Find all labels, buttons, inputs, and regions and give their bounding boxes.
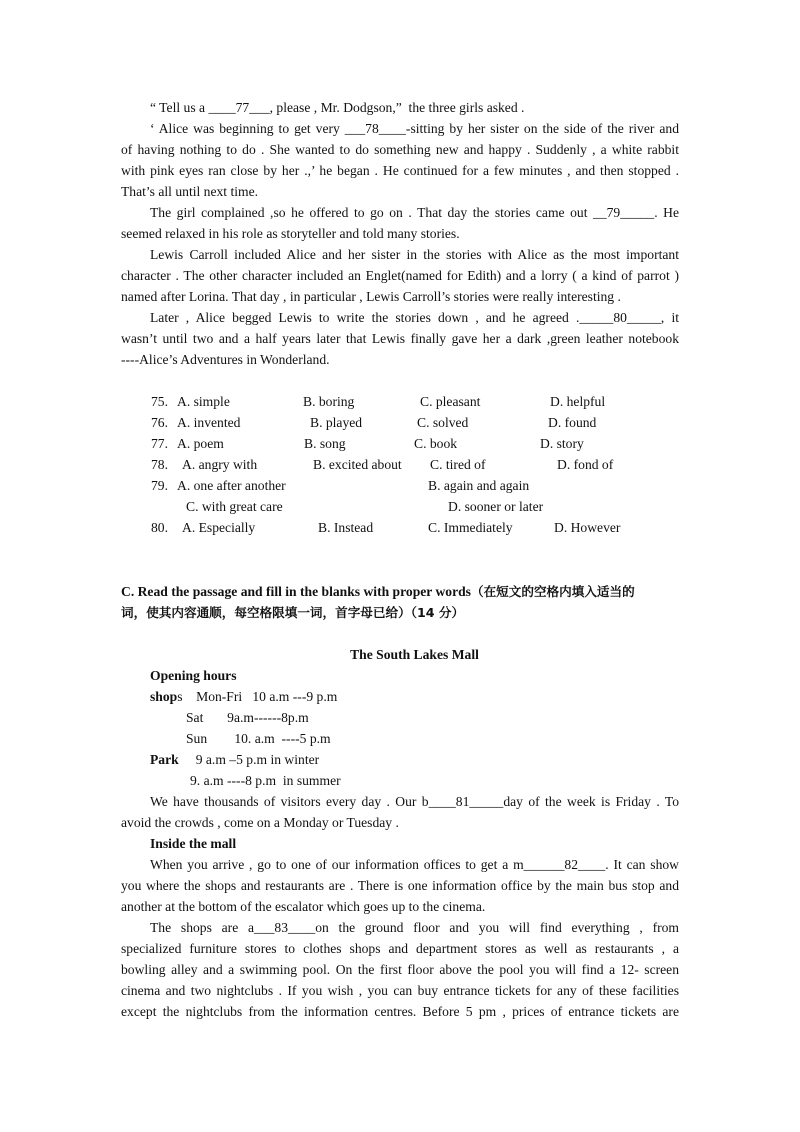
section-heading-cn-line2: 词，使其内容通顺，每空格限填一词，首字母已给）（14 分）: [121, 605, 465, 620]
paragraph-line: named after Lorina. That day , in particular , Lewis Carroll’s stories were really interesting .: [121, 289, 621, 304]
section-heading-cn: （在短文的空格内填入适当的: [470, 584, 635, 599]
paragraph-line: The girl complained ,so he offered to go on . That day the stories came out __79_____. He: [150, 205, 679, 220]
paragraph-line: That’s all until next time.: [121, 184, 259, 199]
inside-mall-heading: Inside the mall: [150, 836, 237, 851]
option-a: A. Especially: [182, 520, 256, 535]
paragraph-line: Lewis Carroll included Alice and her sister in the stories with Alice as the most important: [150, 247, 679, 262]
park-winter-hours: 9 a.m –5 p.m in winter: [178, 752, 320, 767]
park-hours: [150, 750, 319, 770]
option-b: B. played: [310, 415, 363, 430]
question-number: 79.: [151, 478, 168, 493]
section-heading: [121, 582, 635, 602]
option-d: D. However: [554, 520, 621, 535]
question-number: 78.: [151, 457, 168, 472]
shops-weekday-hours: s Mon-Fri 10 a.m ---9 p.m: [177, 689, 338, 704]
question-number: 80.: [151, 520, 168, 535]
paragraph-line: seemed relaxed in his role as storyteller and told many stories.: [121, 226, 460, 241]
option-d: D. helpful: [550, 394, 606, 409]
passage-title: The South Lakes Mall: [350, 647, 479, 662]
option-c: C. Immediately: [428, 520, 513, 535]
park-summer-hours: 9. a.m ----8 p.m in summer: [190, 773, 341, 788]
option-d: D. fond of: [557, 457, 614, 472]
paragraph-line: Later , Alice begged Lewis to write the stories down , and he agreed ._____80_____, it: [150, 310, 679, 325]
option-a: A. invented: [177, 415, 241, 430]
option-d: D. found: [548, 415, 597, 430]
paragraph-line: avoid the crowds , come on a Monday or Tuesday .: [121, 815, 399, 830]
shops-hours: [150, 687, 337, 707]
paragraph-line: When you arrive , go to one of our information offices to get a m______82____. It can show: [150, 857, 679, 872]
option-a: A. angry with: [182, 457, 258, 472]
option-c: C. solved: [417, 415, 469, 430]
paragraph-line: bowling alley and a swimming pool. On the first floor above the pool you will find a 12- screen: [121, 962, 679, 977]
paragraph-line: We have thousands of visitors every day . Our b____81_____day of the week is Friday . To: [150, 794, 679, 809]
option-d: D. story: [540, 436, 584, 451]
option-a: A. simple: [177, 394, 230, 409]
paragraph-line: with pink eyes ran close by her .,’ he began . He continued for a few minutes , and then stopped .: [121, 163, 679, 178]
paragraph-line: wasn’t until two and a half years later that Lewis finally gave her a dark ,green leather notebook: [121, 331, 679, 346]
paragraph-line: ----Alice’s Adventures in Wonderland.: [121, 352, 330, 367]
paragraph-line: The shops are a___83____on the ground floor and you will find everything , from: [150, 920, 679, 935]
option-b: B. boring: [303, 394, 355, 409]
paragraph-line: except the nightclubs from the information centres. Before 5 pm , prices of entrance tickets are: [121, 1004, 679, 1019]
question-number: 77.: [151, 436, 168, 451]
option-c: C. with great care: [186, 499, 283, 514]
paragraph-line: specialized furniture stores to clothes shops and department stores as well as restaurants , a: [121, 941, 679, 956]
paragraph-line: of having nothing to do . She wanted to do something new and happy . Suddenly , a white rabbit: [121, 142, 679, 157]
option-a: A. poem: [177, 436, 224, 451]
section-heading-en: C. Read the passage and fill in the blanks with proper words: [121, 584, 471, 599]
option-b: B. song: [304, 436, 346, 451]
question-number: 76.: [151, 415, 168, 430]
option-a: A. one after another: [177, 478, 286, 493]
option-b: B. again and again: [428, 478, 530, 493]
saturday-hours: Sat 9a.m------8p.m: [186, 710, 309, 725]
shops-label: shop: [150, 689, 178, 704]
option-d: D. sooner or later: [448, 499, 544, 514]
question-number: 75.: [151, 394, 168, 409]
park-label: Park: [150, 752, 179, 767]
option-c: C. tired of: [430, 457, 486, 472]
option-b: B. Instead: [318, 520, 374, 535]
paragraph-line: character . The other character included an Englet(named for Edith) and a lorry ( a kind of parrot ): [121, 268, 679, 283]
option-c: C. book: [414, 436, 458, 451]
opening-hours-heading: Opening hours: [150, 668, 237, 683]
option-b: B. excited about: [313, 457, 402, 472]
paragraph-line: another at the bottom of the escalator which goes up to the cinema.: [121, 899, 486, 914]
paragraph-line: ‘ Alice was beginning to get very ___78____-sitting by her sister on the side of the river and: [150, 121, 679, 136]
sunday-hours: Sun 10. a.m ----5 p.m: [186, 731, 331, 746]
paragraph-line: “ Tell us a ____77___, please , Mr. Dodgson,” the three girls asked .: [150, 100, 525, 115]
paragraph-line: cinema and two nightclubs . If you wish , you can buy entrance tickets for any of these facilities: [121, 983, 679, 998]
option-c: C. pleasant: [420, 394, 481, 409]
paragraph-line: you where the shops and restaurants are . There is one information office by the main bus stop and: [121, 878, 679, 893]
